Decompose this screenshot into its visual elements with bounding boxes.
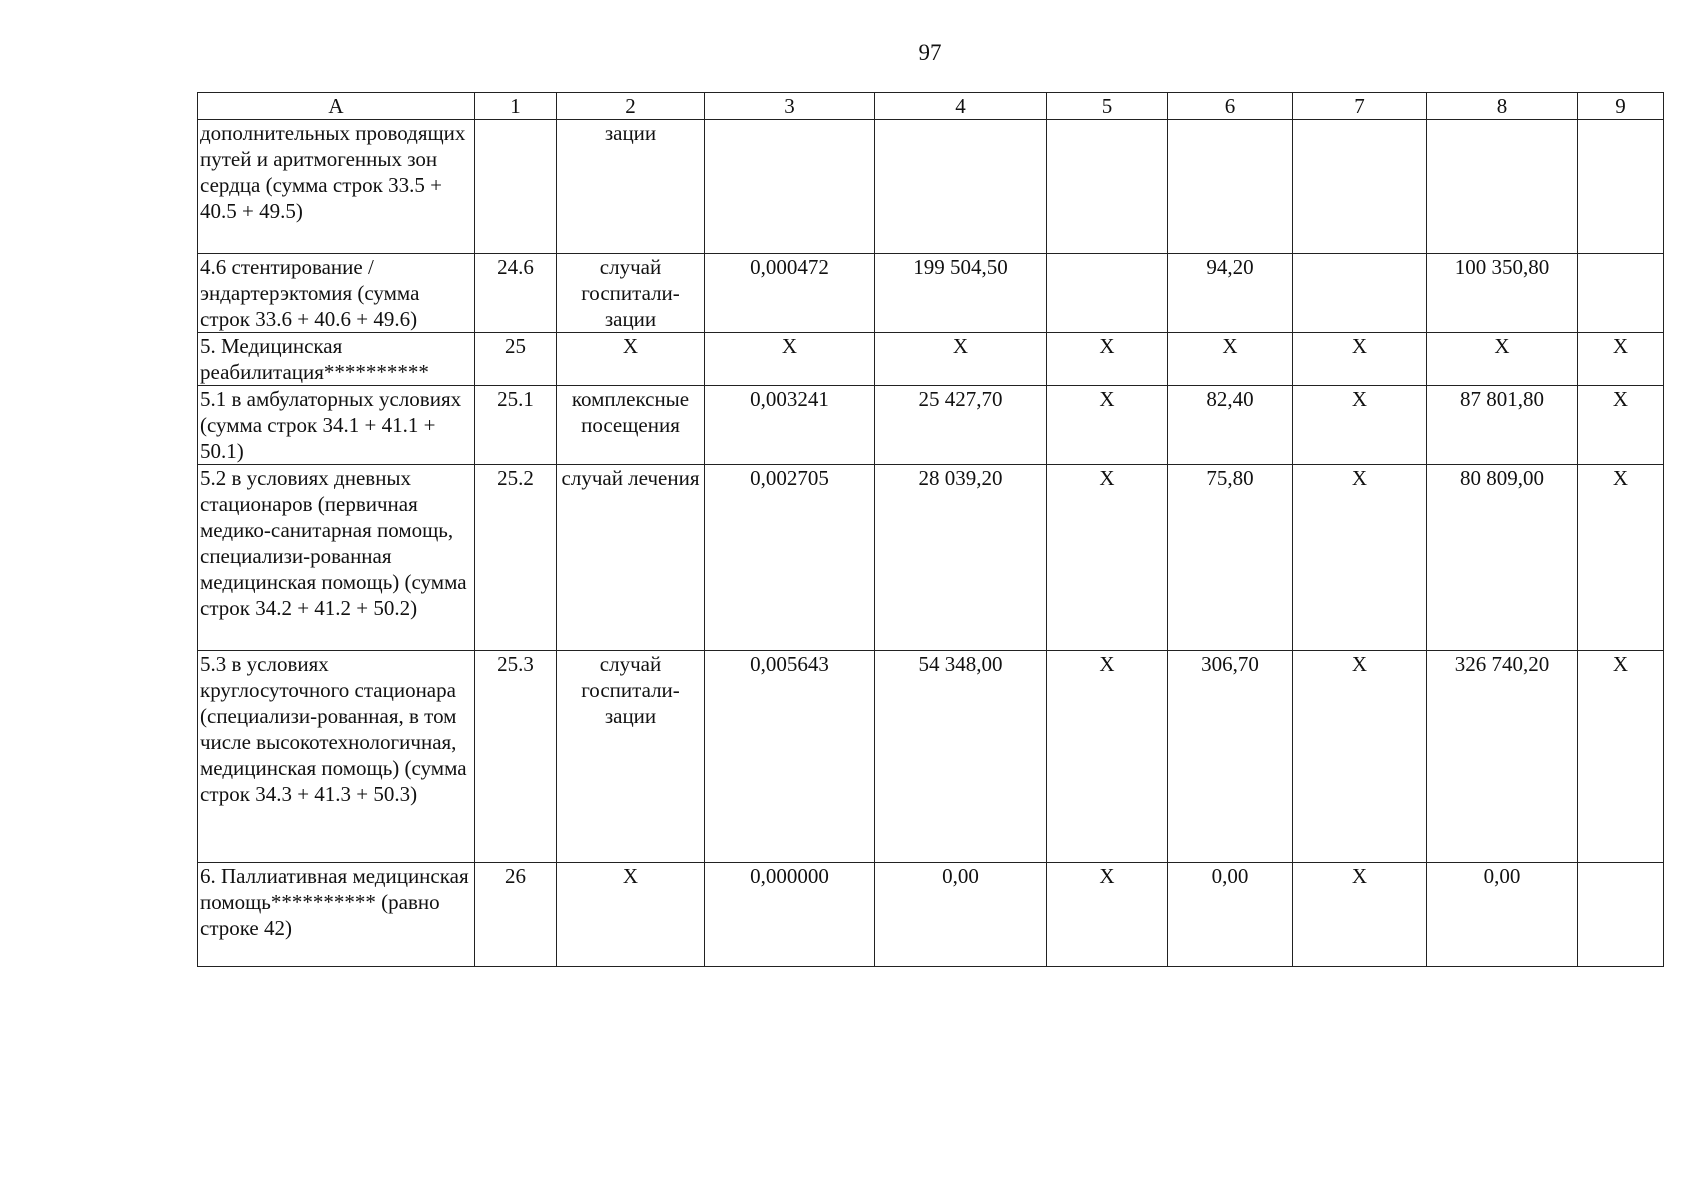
cell-col5: X <box>1047 465 1168 651</box>
cell-col7: X <box>1293 651 1427 863</box>
header-row <box>198 93 1664 120</box>
cell-col3: 0,000000 <box>705 863 875 967</box>
cell-col4: 0,00 <box>875 863 1047 967</box>
cell-col4: 28 039,20 <box>875 465 1047 651</box>
cell-col4: 199 504,50 <box>875 254 1047 333</box>
cell-unit: зации <box>557 120 705 254</box>
cell-col8: X <box>1427 333 1578 386</box>
cell-line-number: 24.6 <box>475 254 557 333</box>
cell-col5: X <box>1047 863 1168 967</box>
cell-unit: комплексные посещения <box>557 386 705 465</box>
cell-col8: 100 350,80 <box>1427 254 1578 333</box>
cell-col3 <box>705 120 875 254</box>
cell-unit: X <box>557 863 705 967</box>
data-table <box>197 92 1664 967</box>
column-header: 2 <box>557 93 705 120</box>
cell-col7 <box>1293 254 1427 333</box>
cell-line-number: 25.2 <box>475 465 557 651</box>
cell-unit: случай лечения <box>557 465 705 651</box>
cell-col5: X <box>1047 333 1168 386</box>
cell-col9: X <box>1578 386 1664 465</box>
cell-unit: случай госпитали-зации <box>557 651 705 863</box>
page-number: 97 <box>918 40 942 65</box>
cell-col8: 87 801,80 <box>1427 386 1578 465</box>
column-header: 6 <box>1168 93 1293 120</box>
cell-col5 <box>1047 254 1168 333</box>
cell-line-number: 25.3 <box>475 651 557 863</box>
cell-col7 <box>1293 120 1427 254</box>
row-name: 5.3 в условиях круглосуточного стационара (специализи-рованная, в том числе высокотехнологичная, медицинская помощь) (сумма строк 34.3 + 41.3 + 50.3) <box>198 651 475 863</box>
cell-line-number <box>475 120 557 254</box>
cell-col7: X <box>1293 333 1427 386</box>
cell-col6: 306,70 <box>1168 651 1293 863</box>
row-name: 5.1 в амбулаторных условиях (сумма строк 34.1 + 41.1 + 50.1) <box>198 386 475 465</box>
row-name: 5.2 в условиях дневных стационаров (первичная медико-санитарная помощь, специализи-рованная медицинская помощь) (сумма строк 34.2 + 41.2 + 50.2) <box>198 465 475 651</box>
column-header: 3 <box>705 93 875 120</box>
table-row <box>198 651 1664 863</box>
row-name: 5. Медицинская реабилитация********** <box>198 333 475 386</box>
cell-col5: X <box>1047 386 1168 465</box>
cell-col6: 94,20 <box>1168 254 1293 333</box>
cell-col9: X <box>1578 651 1664 863</box>
row-name: дополнительных проводящих путей и аритмогенных зон сердца (сумма строк 33.5 + 40.5 + 49.5) <box>198 120 475 254</box>
cell-col8 <box>1427 120 1578 254</box>
cell-col3: 0,000472 <box>705 254 875 333</box>
cell-col8: 326 740,20 <box>1427 651 1578 863</box>
column-header: 1 <box>475 93 557 120</box>
column-header: 8 <box>1427 93 1578 120</box>
cell-col3: X <box>705 333 875 386</box>
cell-col6: 75,80 <box>1168 465 1293 651</box>
cell-col7: X <box>1293 465 1427 651</box>
cell-col8: 80 809,00 <box>1427 465 1578 651</box>
column-header: 9 <box>1578 93 1664 120</box>
table-row <box>198 254 1664 333</box>
row-name: 4.6 стентирование / эндартерэктомия (сумма строк 33.6 + 40.6 + 49.6) <box>198 254 475 333</box>
cell-col6: 0,00 <box>1168 863 1293 967</box>
cell-col4 <box>875 120 1047 254</box>
table-row <box>198 386 1664 465</box>
cell-col6: 82,40 <box>1168 386 1293 465</box>
cell-col3: 0,002705 <box>705 465 875 651</box>
cell-col5: X <box>1047 651 1168 863</box>
cell-col3: 0,005643 <box>705 651 875 863</box>
column-header: A <box>198 93 475 120</box>
cell-line-number: 25 <box>475 333 557 386</box>
cell-unit: случай госпитали-зации <box>557 254 705 333</box>
table-row <box>198 465 1664 651</box>
cell-line-number: 25.1 <box>475 386 557 465</box>
cell-col4: 25 427,70 <box>875 386 1047 465</box>
cell-unit: X <box>557 333 705 386</box>
cell-col4: 54 348,00 <box>875 651 1047 863</box>
cell-col9: X <box>1578 333 1664 386</box>
cell-col3: 0,003241 <box>705 386 875 465</box>
table-row <box>198 863 1664 967</box>
cell-col7: X <box>1293 863 1427 967</box>
cell-col9 <box>1578 254 1664 333</box>
cell-col5 <box>1047 120 1168 254</box>
cell-col4: X <box>875 333 1047 386</box>
row-name: 6. Паллиативная медицинская помощь********** (равно строке 42) <box>198 863 475 967</box>
cell-col9 <box>1578 120 1664 254</box>
cell-col8: 0,00 <box>1427 863 1578 967</box>
column-header: 4 <box>875 93 1047 120</box>
column-header: 5 <box>1047 93 1168 120</box>
cell-col6: X <box>1168 333 1293 386</box>
table-row <box>198 333 1664 386</box>
table-row <box>198 120 1664 254</box>
cell-col7: X <box>1293 386 1427 465</box>
cell-col9 <box>1578 863 1664 967</box>
cell-col6 <box>1168 120 1293 254</box>
column-header: 7 <box>1293 93 1427 120</box>
cell-line-number: 26 <box>475 863 557 967</box>
cell-col9: X <box>1578 465 1664 651</box>
